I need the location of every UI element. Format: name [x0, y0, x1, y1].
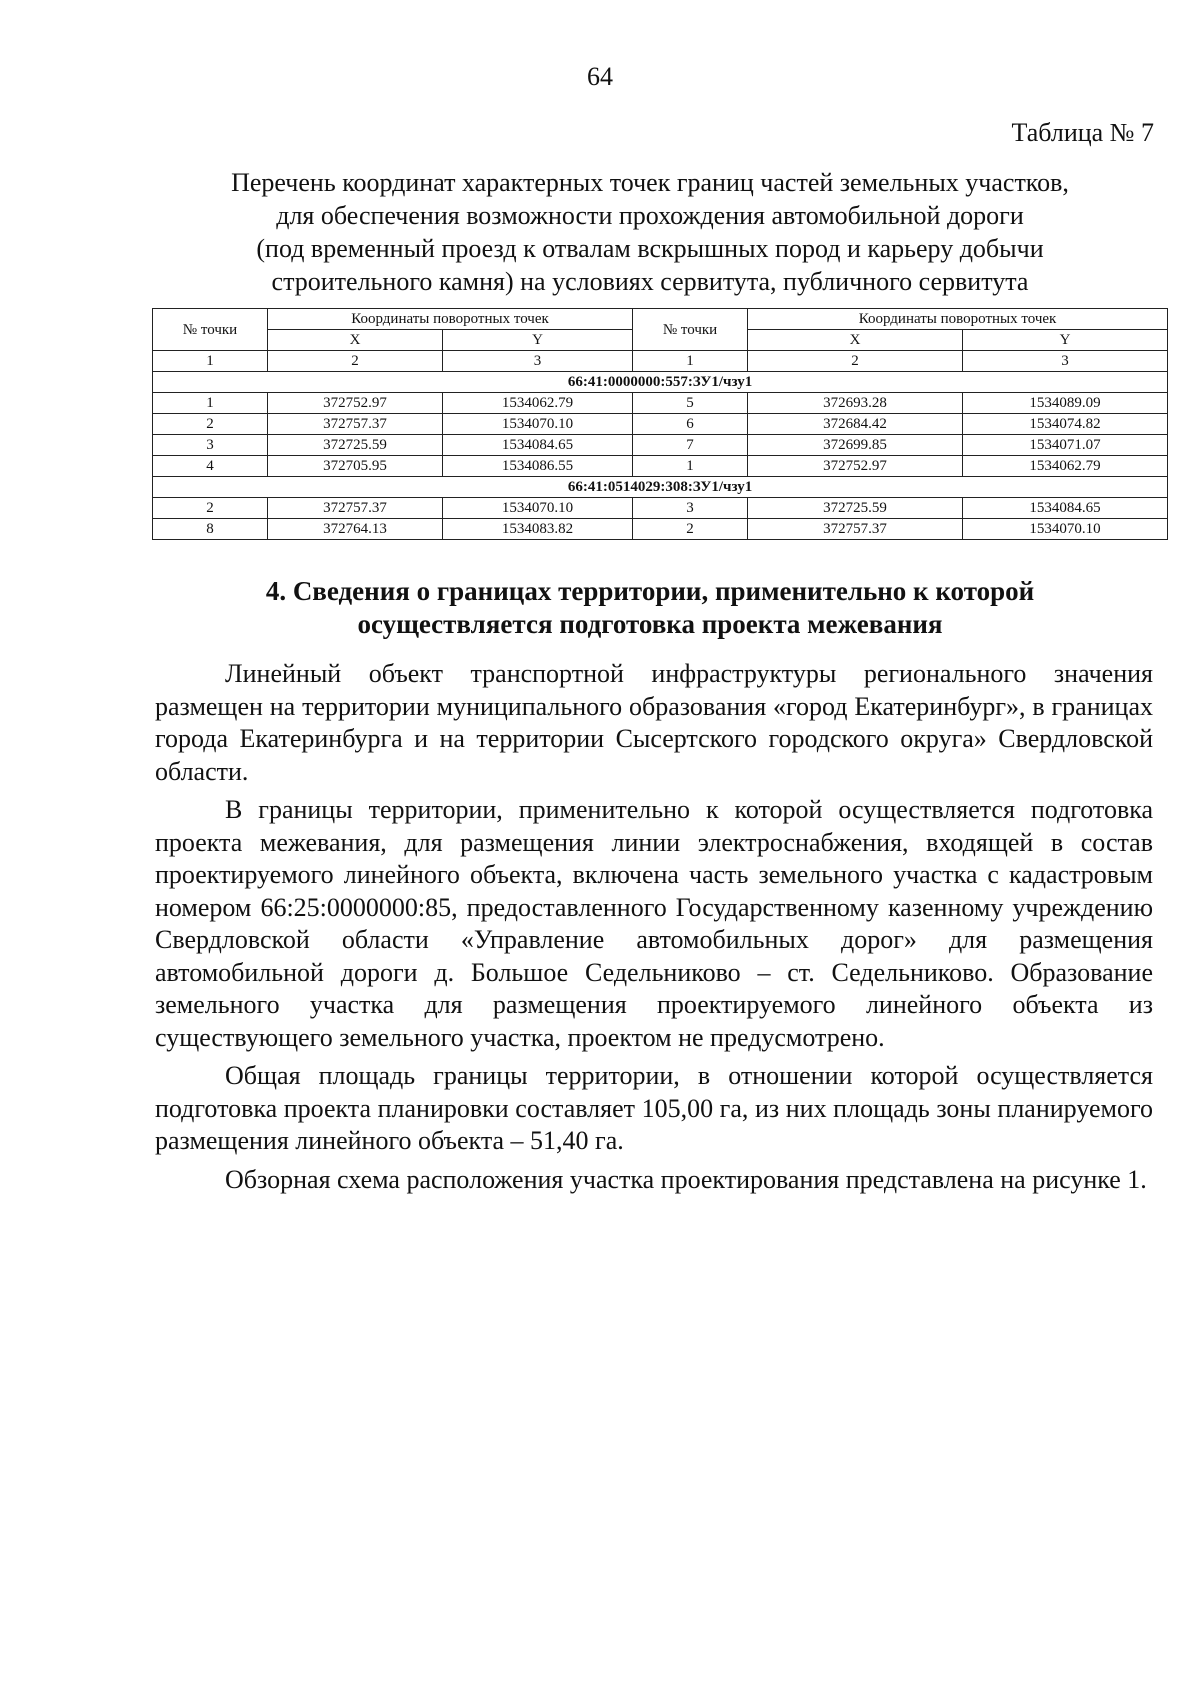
table-row: [153, 519, 1168, 540]
table-cell: 372725.59: [748, 498, 963, 519]
header-x: X: [268, 330, 443, 351]
table-cell: 2: [153, 498, 268, 519]
table-cell: 1534070.10: [443, 498, 633, 519]
table-cell: 1534086.55: [443, 456, 633, 477]
table-cell: 3: [633, 498, 748, 519]
table-title: [150, 166, 1150, 298]
table-cell: 2: [153, 414, 268, 435]
coordinates-table: [152, 308, 1168, 540]
table-cell: 7: [633, 435, 748, 456]
table-cell: 372699.85: [748, 435, 963, 456]
column-number: 2: [268, 351, 443, 372]
header-point-no: № точки: [633, 309, 748, 351]
section-heading: [150, 575, 1150, 641]
table-cell: 372764.13: [268, 519, 443, 540]
table-cell: 372693.28: [748, 393, 963, 414]
table-cell: 372705.95: [268, 456, 443, 477]
table-cell: 372757.37: [268, 498, 443, 519]
table-row: [153, 435, 1168, 456]
table-cell: 372684.42: [748, 414, 963, 435]
table-cell: 4: [153, 456, 268, 477]
paragraph: В границы территории, применительно к которой осуществляется подготовка проекта межевания, для размещения линии электроснабжения, входящей в состав проектируемого линейного объекта, включена часть земельного участка с кадастровым номером 66:25:0000000:85, предоставленного Государственному казенному учреждению Свердловской области «Управление автомобильных дорог» для размещения автомобильной дороги д. Большое Седельниково – ст. Седельниково. Образование земельного участка для размещения проектируемого линейного объекта из существующего земельного участка, проектом не предусмотрено.: [155, 795, 1153, 1052]
table-cell: 372757.37: [748, 519, 963, 540]
table-row: [153, 393, 1168, 414]
table-cell: 1534084.65: [963, 498, 1168, 519]
table-row: [153, 498, 1168, 519]
table-cell: 3: [153, 435, 268, 456]
column-number: 1: [153, 351, 268, 372]
table-cell: 1534062.79: [443, 393, 633, 414]
header-y: Y: [963, 330, 1168, 351]
table-cell: 372725.59: [268, 435, 443, 456]
table-title-line: (под временный проезд к отвалам вскрышных пород и карьеру добычи: [256, 234, 1044, 263]
table-cell: 1: [153, 393, 268, 414]
column-number-row: [153, 351, 1168, 372]
table-cell: 8: [153, 519, 268, 540]
header-coordinates: Координаты поворотных точек: [748, 309, 1168, 330]
table-title-line: для обеспечения возможности прохождения автомобильной дороги: [276, 201, 1024, 230]
header-point-no: № точки: [153, 309, 268, 351]
table-row: [153, 456, 1168, 477]
header-x: X: [748, 330, 963, 351]
table-title-line: Перечень координат характерных точек границ частей земельных участков,: [231, 168, 1069, 197]
paragraph: Линейный объект транспортной инфраструктуры регионального значения размещен на территории муниципального образования «город Екатеринбург», в границах города Екатеринбурга и на территории Сысертского городского округа» Свердловской области.: [155, 659, 1153, 786]
table-cell: 1534083.82: [443, 519, 633, 540]
table-cell: 1534070.10: [443, 414, 633, 435]
paragraph: Общая площадь границы территории, в отношении которой осуществляется подготовка проекта планировки составляет 105,00 га, из них площадь зоны планируемого размещения линейного объекта – 51,40 га.: [155, 1061, 1153, 1155]
column-number: 3: [963, 351, 1168, 372]
header-coordinates: Координаты поворотных точек: [268, 309, 633, 330]
table-cell: 6: [633, 414, 748, 435]
table-cell: 1534062.79: [963, 456, 1168, 477]
table-cell: 1534089.09: [963, 393, 1168, 414]
paragraph: Обзорная схема расположения участка проектирования представлена на рисунке 1.: [225, 1164, 1147, 1194]
page-number: 64: [587, 62, 613, 91]
column-number: 1: [633, 351, 748, 372]
table-cell: 1534074.82: [963, 414, 1168, 435]
table-cell: 1: [633, 456, 748, 477]
table-row: [153, 414, 1168, 435]
table-cell: 372752.97: [748, 456, 963, 477]
table-label: Таблица № 7: [1011, 118, 1154, 147]
table-cell: 1534071.07: [963, 435, 1168, 456]
table-cell: 372757.37: [268, 414, 443, 435]
table-cell: 1534070.10: [963, 519, 1168, 540]
table-cell: 5: [633, 393, 748, 414]
column-number: 2: [748, 351, 963, 372]
header-y: Y: [443, 330, 633, 351]
table-cell: 372752.97: [268, 393, 443, 414]
section-title: 66:41:0514029:308:ЗУ1/чзу1: [153, 477, 1168, 498]
table-title-line: строительного камня) на условиях сервитута, публичного сервитута: [271, 267, 1029, 296]
section-heading-line: осуществляется подготовка проекта межевания: [357, 609, 943, 639]
table-cell: 1534084.65: [443, 435, 633, 456]
body-text: [155, 658, 1153, 1202]
table-section-row: [153, 477, 1168, 498]
table-cell: 2: [633, 519, 748, 540]
column-number: 3: [443, 351, 633, 372]
table-header-row: [153, 309, 1168, 330]
section-heading-line: 4. Сведения о границах территории, применительно к которой: [265, 576, 1035, 606]
table-section-row: [153, 372, 1168, 393]
section-title: 66:41:0000000:557:ЗУ1/чзу1: [153, 372, 1168, 393]
